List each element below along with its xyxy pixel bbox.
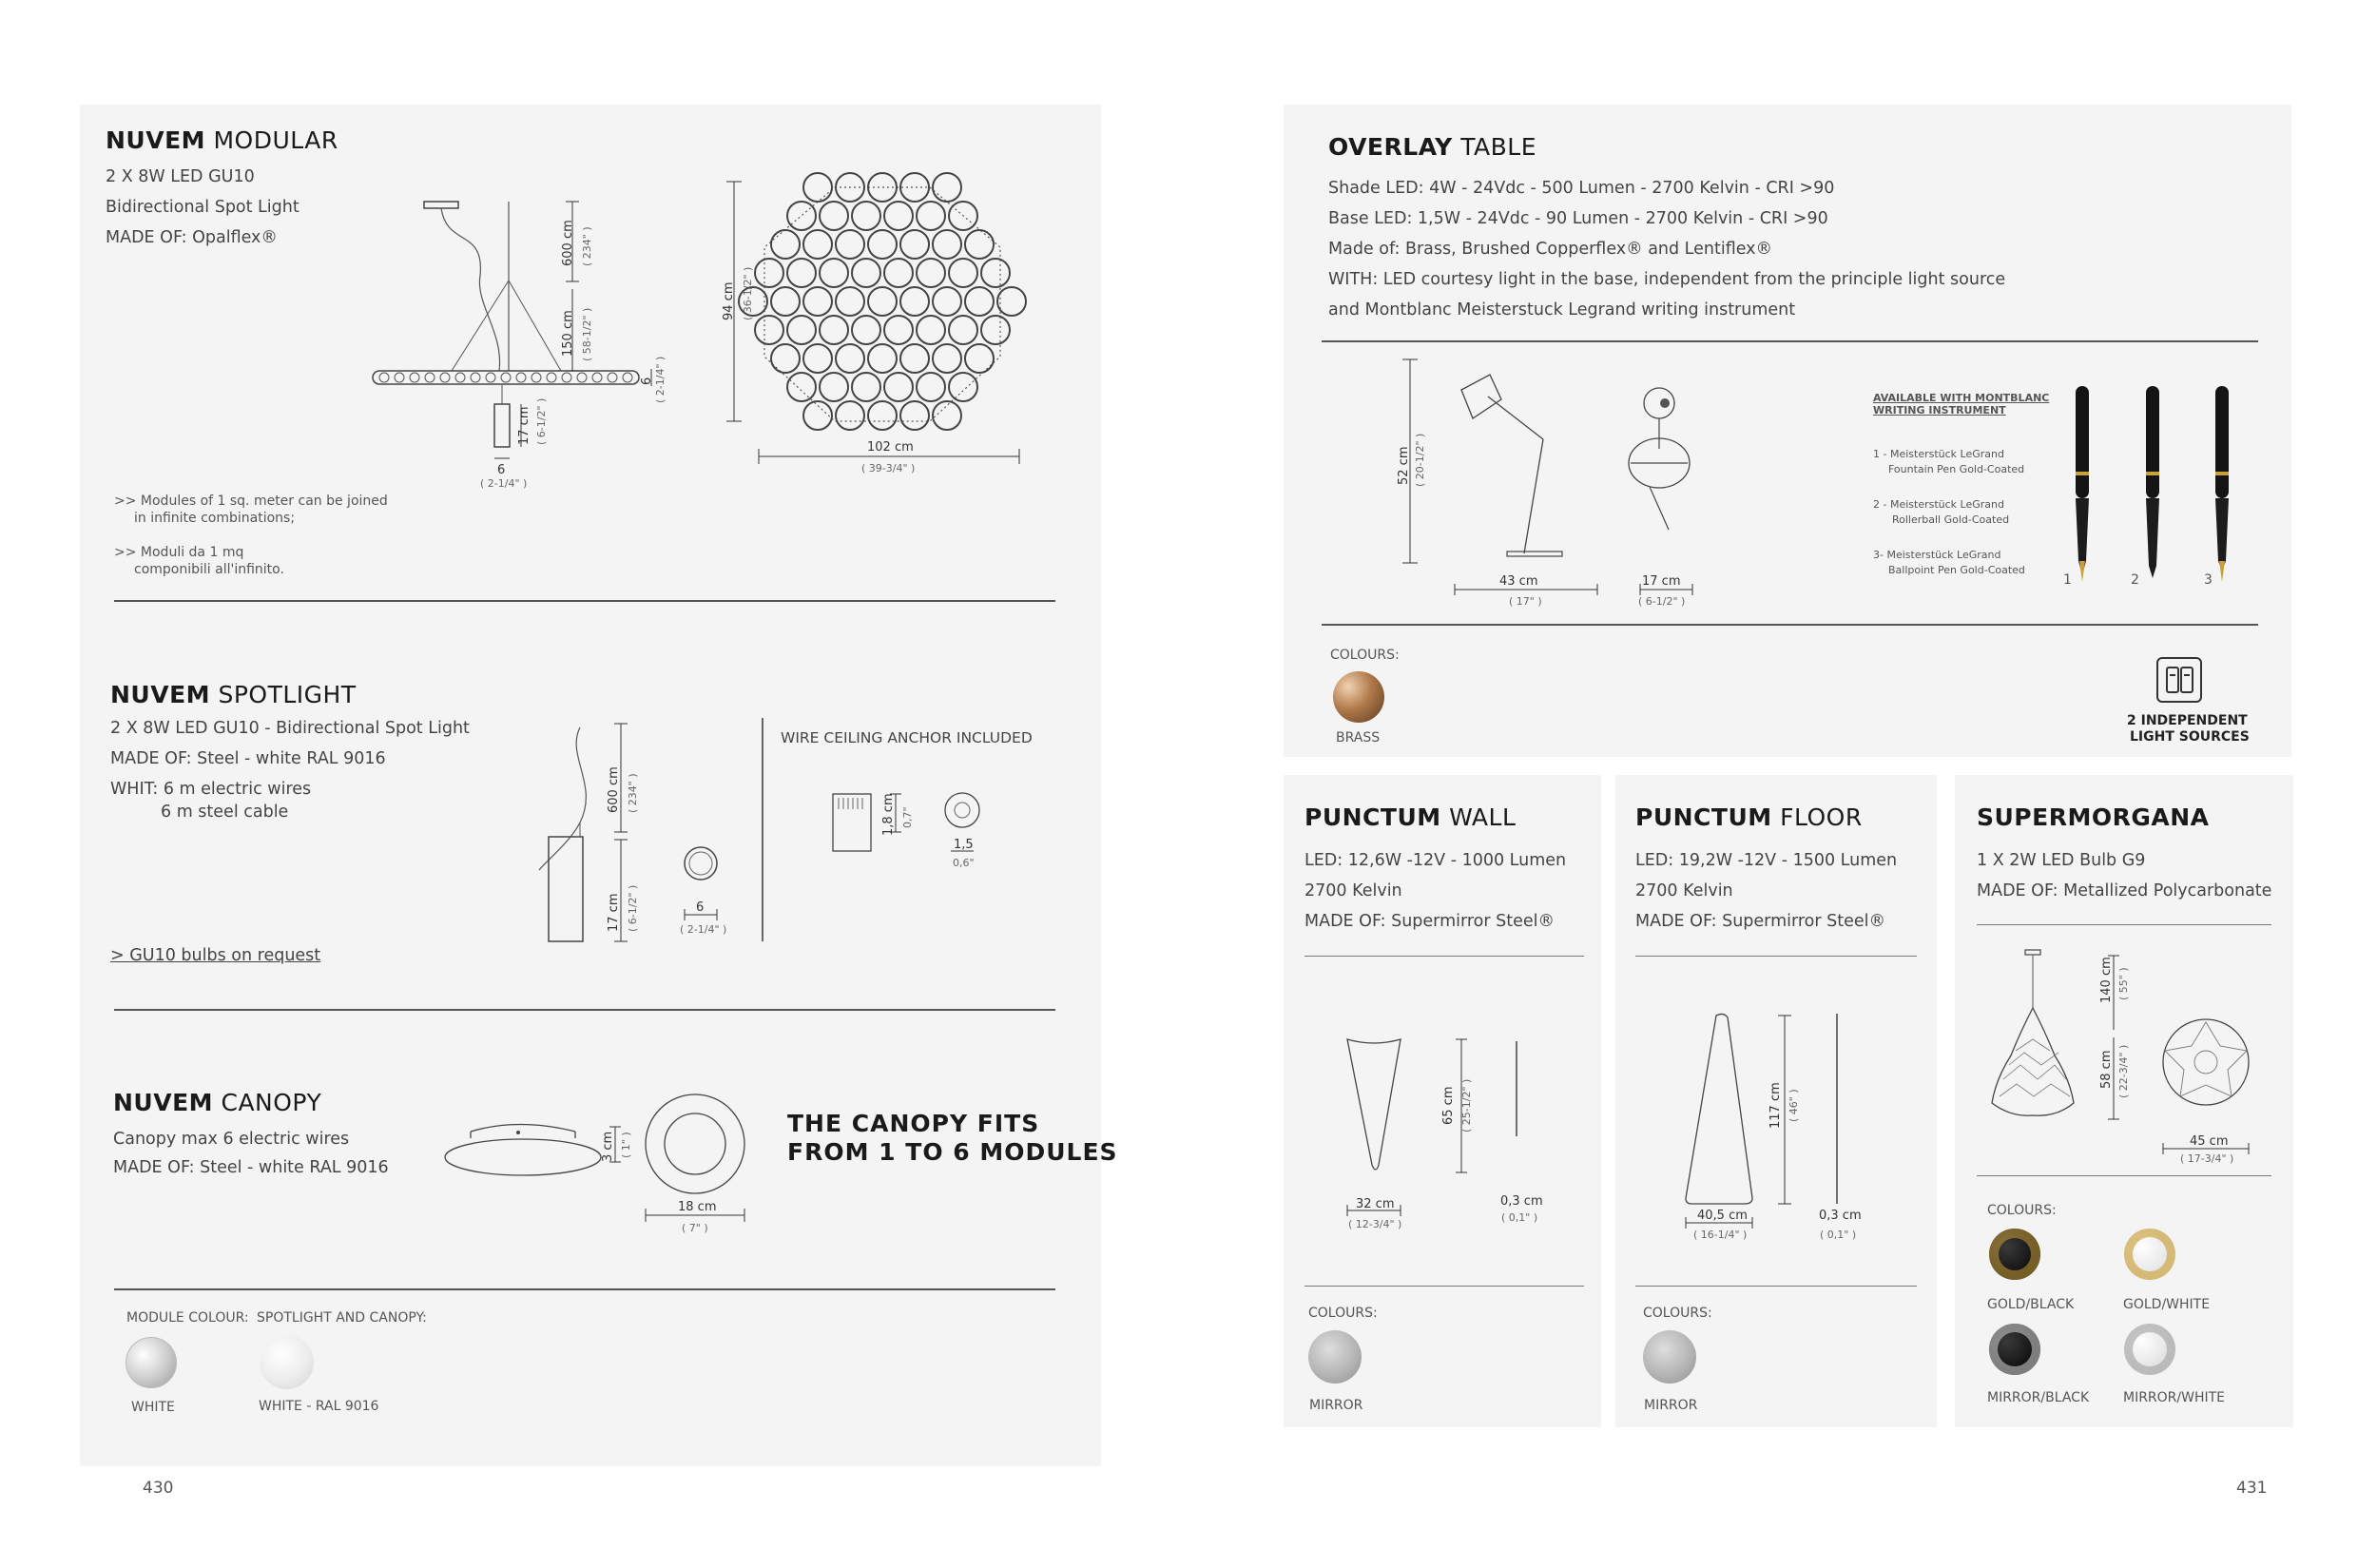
- nuvem-modular-note-3: >> Moduli da 1 mq: [114, 545, 244, 560]
- light-sources-icon: [2155, 656, 2203, 704]
- divider: [1322, 624, 2258, 626]
- hex-module-ring: [933, 287, 961, 316]
- hex-module-ring: [803, 344, 832, 373]
- module-colour-name: WHITE: [131, 1400, 175, 1415]
- nuvem-canopy-spec-1: Canopy max 6 electric wires: [113, 1130, 350, 1149]
- punctum-floor-colours-label: COLOURS:: [1643, 1306, 1712, 1321]
- colour-mirror-white: MIRROR/WHITE: [2123, 1390, 2226, 1405]
- pen-number-3: 3: [2204, 572, 2213, 588]
- svg-text:( 12-3/4" ): ( 12-3/4" ): [1348, 1218, 1402, 1230]
- overlay-colours-label: COLOURS:: [1330, 648, 1400, 663]
- hex-module-ring: [997, 287, 1026, 316]
- svg-text:0,6": 0,6": [953, 857, 975, 869]
- hex-module-ring: [949, 316, 977, 344]
- svg-text:0,7": 0,7": [901, 806, 914, 828]
- punctum-floor-spec-2: 2700 Kelvin: [1635, 881, 1733, 900]
- overlay-spec-4: WITH: LED courtesy light in the base, independent from the principle light source: [1328, 270, 2006, 289]
- pen-3-line-2: Ballpoint Pen Gold-Coated: [1888, 564, 2025, 576]
- svg-text:( 46" ): ( 46" ): [1788, 1089, 1800, 1122]
- svg-text:1,5: 1,5: [954, 838, 974, 852]
- hex-module-ring: [755, 259, 783, 287]
- divider: [114, 600, 1055, 602]
- punctum-wall-spec-3: MADE OF: Supermirror Steel®: [1304, 912, 1556, 931]
- punctum-wall-colours-label: COLOURS:: [1308, 1306, 1378, 1321]
- nuvem-spotlight-drawing: [528, 718, 775, 946]
- svg-text:40,5 cm: 40,5 cm: [1697, 1209, 1748, 1223]
- nuvem-spotlight-spec-3: WHIT: 6 m electric wires: [110, 780, 312, 799]
- svg-text:150 cm: 150 cm: [561, 310, 575, 357]
- svg-text:( 2-1/4" ): ( 2-1/4" ): [680, 923, 727, 936]
- hex-module-ring: [771, 287, 800, 316]
- divider: [1322, 340, 2258, 342]
- svg-text:6: 6: [696, 900, 705, 915]
- hex-module-ring: [755, 316, 783, 344]
- wire-anchor-label: WIRE CEILING ANCHOR INCLUDED: [781, 729, 1033, 746]
- hex-module-ring: [868, 230, 897, 259]
- svg-text:( 55" ): ( 55" ): [2117, 967, 2130, 1000]
- nuvem-modular-note-2: in infinite combinations;: [134, 511, 296, 526]
- svg-text:( 6-1/2" ): ( 6-1/2" ): [627, 884, 639, 932]
- svg-text:3 cm: 3 cm: [601, 1131, 615, 1162]
- nuvem-spotlight-spec-4: 6 m steel cable: [161, 803, 289, 822]
- svg-text:( 0,1" ): ( 0,1" ): [1820, 1229, 1857, 1241]
- overlay-spec-2: Base LED: 1,5W - 24Vdc - 90 Lumen - 2700 Kelvin - CRI >90: [1328, 209, 1828, 228]
- hex-module-grid: [739, 173, 1026, 430]
- svg-text:117 cm: 117 cm: [1768, 1082, 1783, 1129]
- hex-module-ring: [836, 230, 864, 259]
- hex-module-ring: [836, 287, 864, 316]
- canopy-callout-line-2: FROM 1 TO 6 MODULES: [787, 1138, 1118, 1166]
- swatch-mirror-wall: [1308, 1330, 1362, 1384]
- overlay-spec-5: and Montblanc Meisterstuck Legrand writing instrument: [1328, 300, 1796, 319]
- hex-module-ring: [836, 344, 864, 373]
- svg-text:( 0,1" ): ( 0,1" ): [1501, 1211, 1538, 1224]
- light-sources-line-1: 2 INDEPENDENT: [2127, 713, 2248, 728]
- punctum-floor-colour-name: MIRROR: [1644, 1398, 1698, 1413]
- hex-module-ring: [900, 287, 929, 316]
- hex-module-ring: [803, 230, 832, 259]
- hex-module-ring: [900, 344, 929, 373]
- hex-module-ring: [868, 401, 897, 430]
- hex-module-ring: [868, 344, 897, 373]
- hex-module-ring: [803, 173, 832, 202]
- nuvem-modular-note-4: componibili all'infinito.: [134, 562, 284, 577]
- svg-text:( 39-3/4" ): ( 39-3/4" ): [861, 462, 916, 474]
- hex-module-ring: [820, 316, 848, 344]
- pen-2: [2146, 386, 2159, 578]
- svg-text:( 17" ): ( 17" ): [1509, 595, 1542, 608]
- svg-text:( 2-1/4" ): ( 2-1/4" ): [654, 356, 667, 403]
- hex-module-ring: [949, 259, 977, 287]
- hex-module-ring: [820, 202, 848, 230]
- overlay-colour-name: BRASS: [1336, 730, 1381, 745]
- svg-text:( 234" ): ( 234" ): [581, 226, 593, 266]
- colour-gold-white: GOLD/WHITE: [2123, 1297, 2211, 1312]
- hex-module-ring: [917, 373, 945, 401]
- overlay-table-title: OVERLAY TABLE: [1328, 133, 1537, 161]
- svg-text:600 cm: 600 cm: [561, 220, 575, 266]
- hex-module-ring: [965, 287, 994, 316]
- colour-mirror-black: MIRROR/BLACK: [1987, 1390, 2090, 1405]
- hex-module-ring: [933, 173, 961, 202]
- pen-1: [2076, 386, 2089, 582]
- swatch-brass: [1333, 671, 1384, 723]
- hex-module-ring: [787, 373, 816, 401]
- punctum-wall-title: PUNCTUM WALL: [1304, 803, 1517, 831]
- svg-text:600 cm: 600 cm: [607, 766, 621, 813]
- montblanc-pens-drawing: [2054, 380, 2244, 594]
- pen-2-line-1: 2 - Meisterstück LeGrand: [1873, 498, 2004, 511]
- page-number-right: 431: [2236, 1479, 2268, 1498]
- ceiling-anchor-drawing: [827, 784, 989, 880]
- nuvem-canopy-spec-2: MADE OF: Steel - white RAL 9016: [113, 1158, 389, 1177]
- svg-text:( 6-1/2" ): ( 6-1/2" ): [1638, 595, 1686, 608]
- svg-text:( 7" ): ( 7" ): [682, 1222, 708, 1234]
- svg-text:( 17-3/4" ): ( 17-3/4" ): [2180, 1152, 2234, 1165]
- hex-module-ring: [852, 373, 880, 401]
- svg-text:32 cm: 32 cm: [1356, 1197, 1395, 1211]
- pens-header-1: AVAILABLE WITH MONTBLANC: [1873, 392, 2050, 404]
- hex-module-ring: [900, 173, 929, 202]
- svg-text:52 cm: 52 cm: [1397, 446, 1411, 485]
- divider: [1304, 956, 1584, 957]
- punctum-floor-spec-1: LED: 19,2W -12V - 1500 Lumen: [1635, 851, 1898, 870]
- svg-text:( 6-1/2" ): ( 6-1/2" ): [535, 397, 548, 445]
- pen-1-line-2: Fountain Pen Gold-Coated: [1888, 463, 2025, 475]
- svg-text:17 cm: 17 cm: [517, 406, 531, 445]
- svg-text:6: 6: [640, 377, 654, 385]
- hex-module-ring: [917, 202, 945, 230]
- pen-3-line-1: 3- Meisterstück LeGrand: [1873, 549, 2001, 561]
- svg-text:17 cm: 17 cm: [607, 893, 621, 932]
- hex-module-ring: [803, 401, 832, 430]
- supermorgana-title: SUPERMORGANA: [1977, 803, 2210, 831]
- module-colour-label: MODULE COLOUR:: [126, 1310, 249, 1326]
- svg-text:( 1" ): ( 1" ): [620, 1132, 632, 1158]
- hex-module-ring: [820, 259, 848, 287]
- svg-text:6: 6: [497, 463, 506, 477]
- svg-text:( 2-1/4" ): ( 2-1/4" ): [480, 477, 528, 490]
- svg-text:( 36-1/2" ): ( 36-1/2" ): [742, 266, 754, 320]
- hex-module-ring: [965, 230, 994, 259]
- punctum-floor-title: PUNCTUM FLOOR: [1635, 803, 1863, 831]
- hex-module-ring: [787, 259, 816, 287]
- overlay-table-drawing: [1383, 354, 1754, 620]
- supermorgana-drawing: [1982, 946, 2268, 1174]
- nuvem-modular-top-drawing: [723, 176, 1046, 480]
- hex-module-ring: [884, 373, 913, 401]
- page-number-left: 430: [143, 1479, 174, 1498]
- hex-module-ring: [820, 373, 848, 401]
- hex-module-ring: [771, 230, 800, 259]
- hex-module-ring: [852, 316, 880, 344]
- svg-text:( 25-1/2" ): ( 25-1/2" ): [1460, 1078, 1473, 1132]
- svg-text:( 20-1/2" ): ( 20-1/2" ): [1414, 433, 1426, 487]
- hex-module-ring: [836, 401, 864, 430]
- svg-text:65 cm: 65 cm: [1441, 1086, 1456, 1125]
- swatch-mirror-black: [1989, 1324, 2040, 1375]
- light-sources-line-2: LIGHT SOURCES: [2130, 729, 2250, 745]
- swatch-mirror-floor: [1643, 1330, 1696, 1384]
- hex-module-ring: [933, 401, 961, 430]
- svg-text:18 cm: 18 cm: [678, 1200, 717, 1214]
- svg-text:94 cm: 94 cm: [722, 281, 736, 320]
- divider: [1635, 1286, 1917, 1287]
- svg-text:140 cm: 140 cm: [2099, 957, 2114, 1003]
- swatch-gold-black: [1989, 1229, 2040, 1280]
- divider: [114, 1009, 1055, 1011]
- svg-text:102 cm: 102 cm: [867, 440, 914, 455]
- nuvem-modular-spec-3: MADE OF: Opalflex®: [106, 228, 278, 247]
- supermorgana-spec-2: MADE OF: Metallized Polycarbonate: [1977, 881, 2272, 900]
- nuvem-modular-title: NUVEM MODULAR: [106, 126, 338, 154]
- svg-text:1,8 cm: 1,8 cm: [881, 793, 896, 836]
- hex-module-ring: [949, 373, 977, 401]
- pen-number-1: 1: [2063, 572, 2072, 588]
- svg-text:0,3 cm: 0,3 cm: [1500, 1194, 1543, 1209]
- pen-number-2: 2: [2131, 572, 2139, 588]
- punctum-wall-colour-name: MIRROR: [1309, 1398, 1363, 1413]
- nuvem-spotlight-spec-2: MADE OF: Steel - white RAL 9016: [110, 749, 386, 768]
- colour-gold-black: GOLD/BLACK: [1987, 1297, 2075, 1312]
- hex-module-ring: [884, 316, 913, 344]
- nuvem-canopy-title: NUVEM CANOPY: [113, 1089, 322, 1116]
- hex-module-ring: [771, 344, 800, 373]
- swatch-gold-white: [2124, 1229, 2175, 1280]
- svg-text:0,3 cm: 0,3 cm: [1819, 1209, 1862, 1223]
- supermorgana-spec-1: 1 X 2W LED Bulb G9: [1977, 851, 2146, 870]
- nuvem-modular-spec-2: Bidirectional Spot Light: [106, 198, 300, 217]
- overlay-spec-3: Made of: Brass, Brushed Copperflex® and Lentiflex®: [1328, 240, 1773, 259]
- svg-text:43 cm: 43 cm: [1499, 574, 1538, 589]
- nuvem-modular-dimension-labels: [361, 190, 685, 490]
- hex-module-ring: [917, 316, 945, 344]
- hex-module-ring: [933, 230, 961, 259]
- swatch-white-ral: [260, 1335, 314, 1389]
- pen-2-line-2: Rollerball Gold-Coated: [1892, 513, 2010, 526]
- overlay-spec-1: Shade LED: 4W - 24Vdc - 500 Lumen - 2700 Kelvin - CRI >90: [1328, 179, 1835, 198]
- divider: [114, 1288, 1055, 1290]
- hex-module-ring: [868, 287, 897, 316]
- divider: [1977, 1175, 2271, 1176]
- nuvem-modular-spec-1: 2 X 8W LED GU10: [106, 167, 255, 186]
- nuvem-spotlight-title: NUVEM SPOTLIGHT: [110, 681, 357, 708]
- hex-module-ring: [852, 259, 880, 287]
- nuvem-modular-note-1: >> Modules of 1 sq. meter can be joined: [114, 494, 388, 509]
- hex-module-ring: [900, 401, 929, 430]
- svg-text:( 234" ): ( 234" ): [627, 773, 639, 813]
- svg-text:58 cm: 58 cm: [2099, 1050, 2114, 1089]
- hex-module-ring: [884, 202, 913, 230]
- hex-module-ring: [917, 259, 945, 287]
- gu10-bulbs-link[interactable]: > GU10 bulbs on request: [110, 946, 321, 965]
- hex-module-ring: [884, 259, 913, 287]
- svg-text:17 cm: 17 cm: [1642, 574, 1681, 589]
- hex-module-ring: [787, 316, 816, 344]
- hex-module-ring: [981, 259, 1010, 287]
- spotlight-canopy-colour-label: SPOTLIGHT AND CANOPY:: [257, 1310, 427, 1326]
- svg-text:( 58-1/2" ): ( 58-1/2" ): [581, 307, 593, 361]
- punctum-wall-spec-1: LED: 12,6W -12V - 1000 Lumen: [1304, 851, 1567, 870]
- hex-module-ring: [981, 316, 1010, 344]
- divider: [1304, 1286, 1584, 1287]
- hex-module-ring: [933, 344, 961, 373]
- vertical-separator: [762, 718, 763, 941]
- punctum-floor-drawing: [1678, 1008, 1906, 1255]
- hex-module-ring: [787, 202, 816, 230]
- hex-module-ring: [900, 230, 929, 259]
- svg-text:( 22-3/4" ): ( 22-3/4" ): [2117, 1044, 2130, 1098]
- divider: [1635, 956, 1917, 957]
- swatch-mirror-white: [2124, 1324, 2175, 1375]
- canopy-callout-line-1: THE CANOPY FITS: [787, 1110, 1040, 1137]
- divider: [1977, 924, 2271, 925]
- hex-module-ring: [965, 344, 994, 373]
- punctum-wall-spec-2: 2700 Kelvin: [1304, 881, 1402, 900]
- pen-1-line-1: 1 - Meisterstück LeGrand: [1873, 448, 2004, 460]
- spot-colour-name: WHITE - RAL 9016: [259, 1399, 379, 1414]
- nuvem-spotlight-spec-1: 2 X 8W LED GU10 - Bidirectional Spot Light: [110, 719, 470, 738]
- svg-text:45 cm: 45 cm: [2190, 1134, 2229, 1149]
- hex-module-ring: [852, 202, 880, 230]
- nuvem-canopy-drawing: [433, 1089, 775, 1236]
- pen-3: [2215, 386, 2229, 582]
- swatch-white-module: [126, 1337, 177, 1388]
- svg-text:( 16-1/4" ): ( 16-1/4" ): [1693, 1229, 1748, 1241]
- supermorgana-colours-label: COLOURS:: [1987, 1203, 2057, 1218]
- hex-module-ring: [803, 287, 832, 316]
- pens-header-2: WRITING INSTRUMENT: [1873, 404, 2006, 416]
- punctum-floor-spec-3: MADE OF: Supermirror Steel®: [1635, 912, 1886, 931]
- punctum-wall-drawing: [1336, 1032, 1564, 1241]
